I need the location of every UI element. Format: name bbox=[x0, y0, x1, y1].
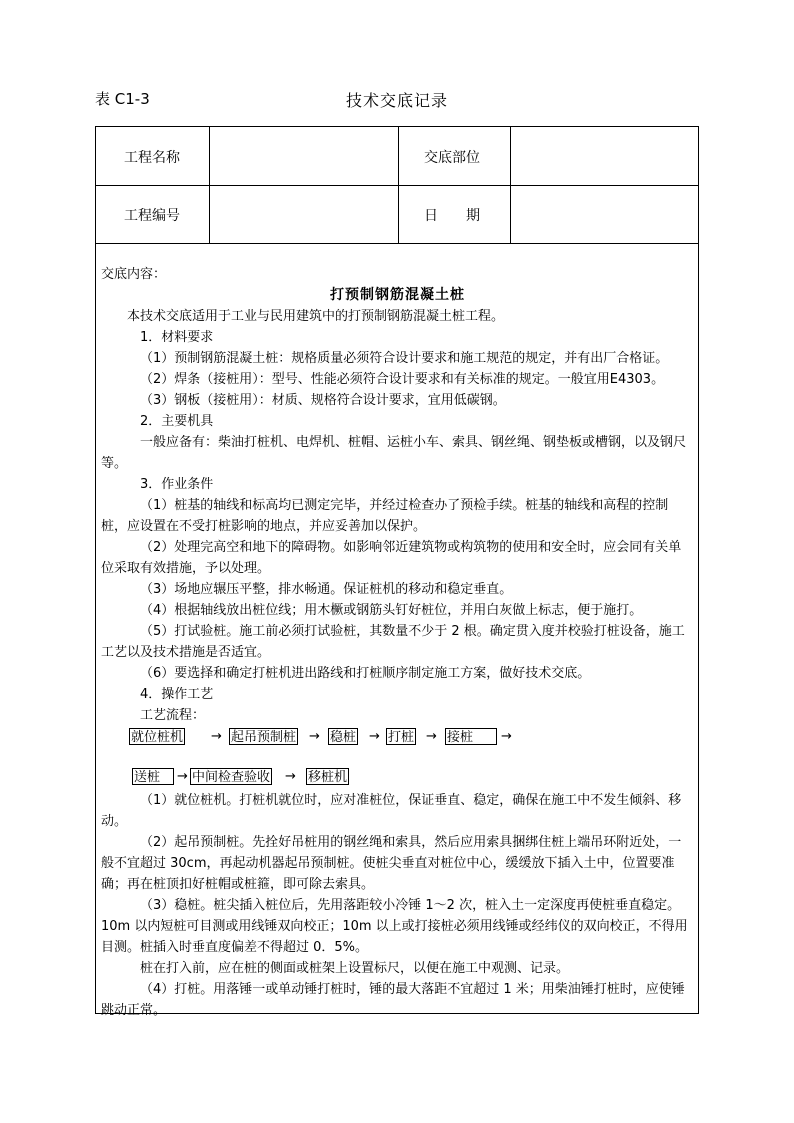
row-divider-2 bbox=[96, 243, 698, 244]
flow-step-moving-machine: 移桩机 bbox=[308, 770, 348, 785]
process-flow-row-2 bbox=[101, 767, 694, 790]
handover-part-label: 交底部位 bbox=[424, 150, 480, 166]
flow-label: 工艺流程： bbox=[140, 708, 206, 723]
project-name-label: 工程名称 bbox=[124, 150, 180, 166]
section-3-item-1: （1）桩基的轴线和标高均已测定完毕，并经过检查办了预检手续。桩基的轴线和高程的控制桩，应设置在不受打桩影响的地点，并应妥善加以保护。 bbox=[101, 498, 669, 534]
record-table bbox=[95, 126, 699, 1018]
section-3-item-5: （5）打试验桩。施工前必须打试验桩，其数量不少于 2 根。确定贯入度并校验打桩设备，施工工艺以及技术措施是否适宜。 bbox=[101, 624, 685, 660]
section-3-item-3: （3）场地应辗压平整，排水畅通。保证桩机的移动和稳定垂直。 bbox=[140, 582, 513, 597]
section-3-item-6: （6）要选择和确定打桩机进出路线和打桩顺序制定施工方案，做好技术交底。 bbox=[140, 666, 591, 681]
section-4-item-4: （4）打桩。用落锤一或单动锤打桩时，锤的最大落距不宜超过 1 米；用柴油锤打桩时，应使锤跳动正常。 bbox=[101, 982, 685, 1018]
flow-step-follow-driving: 送桩 bbox=[132, 768, 174, 785]
content-heading: 打预制钢筋混凝土桩 bbox=[330, 287, 465, 303]
handover-content bbox=[101, 264, 694, 1021]
section-4-item-3-note: 桩在打入前，应在桩的侧面或桩架上设置标尺，以便在施工中观测、记录。 bbox=[140, 961, 570, 976]
process-flow-row-1 bbox=[101, 727, 694, 750]
section-4-item-1: （1）就位桩机。打桩机就位时，应对准桩位，保证垂直、稳定，确保在施工中不发生倾斜、移动。 bbox=[101, 793, 682, 829]
section-1-item-1: （1）预制钢筋混凝土桩：规格质量必须符合设计要求和施工规范的规定，并有出厂合格证。 bbox=[140, 351, 669, 366]
flow-step-splicing: 接桩 bbox=[445, 728, 497, 745]
flow-arrow: → bbox=[369, 729, 380, 744]
row-divider-1 bbox=[96, 185, 698, 186]
section-2-title: 2．主要机具 bbox=[140, 414, 214, 429]
flow-arrow: → bbox=[426, 729, 437, 744]
content-label: 交底内容： bbox=[101, 267, 167, 282]
section-4-item-2: （2）起吊预制桩。先拴好吊桩用的钢丝绳和索具，然后应用索具捆绑住桩上端吊环附近处，一般不宜超过 30cm，再起动机器起吊预制桩。使桩尖垂直对桩位中心，缓缓放下插入土中，位置要准确；再在桩顶扣好桩帽或桩箍，即可除去索具。 bbox=[101, 835, 682, 892]
project-number-label: 工程编号 bbox=[124, 208, 180, 224]
col-divider-3 bbox=[510, 127, 511, 243]
section-3-item-2: （2）处理完高空和地下的障碍物。如影响邻近建筑物或构筑物的使用和安全时，应会同有关单位采取有效措施，予以处理。 bbox=[101, 540, 682, 576]
section-3-item-4: （4）根据轴线放出桩位线；用木橛或钢筋头钉好桩位，并用白灰做上标志，便于施打。 bbox=[140, 603, 643, 618]
flow-step-midway-inspection: 中间检查验收 bbox=[192, 770, 271, 785]
section-1-title: 1．材料要求 bbox=[140, 330, 214, 345]
flow-arrow: → bbox=[177, 769, 188, 784]
col-divider-2 bbox=[398, 127, 399, 243]
flow-arrow: → bbox=[309, 729, 320, 744]
form-number: 表 C1-3 bbox=[95, 90, 150, 108]
intro-paragraph: 本技术交底适用于工业与民用建筑中的打预制钢筋混凝土桩工程。 bbox=[127, 309, 505, 324]
flow-arrow: → bbox=[501, 729, 512, 744]
section-4-item-3: （3）稳桩。桩尖插入桩位后，先用落距较小冷锤 1～2 次，桩入土一定深度再使桩垂直稳定。10m 以内短桩可目测或用线锤双向校正；10m 以上或打接桩必须用线锤或经纬仪的双向校正，不得用目测。桩插入时垂直度偏差不得超过 0．5%。 bbox=[101, 898, 688, 955]
flow-step-stabilizing: 稳桩 bbox=[330, 730, 357, 745]
col-divider-1 bbox=[209, 127, 210, 243]
flow-step-positioning: 就位桩机 bbox=[131, 730, 184, 745]
flow-step-lifting: 起吊预制桩 bbox=[231, 730, 297, 745]
section-1-item-3: （3）钢板（接桩用）：材质、规格符合设计要求，宜用低碳钢。 bbox=[140, 393, 506, 408]
section-3-title: 3．作业条件 bbox=[140, 477, 214, 492]
date-label: 日 期 bbox=[424, 208, 480, 224]
flow-step-driving: 打桩 bbox=[388, 730, 415, 745]
section-1-item-2: （2）焊条（接桩用）：型号、性能必须符合设计要求和有关标准的规定。一般宜用E4303。 bbox=[140, 372, 665, 387]
section-2-item-1: 一般应备有：柴油打桩机、电焊机、桩帽、运桩小车、索具、钢丝绳、钢垫板或槽钢，以及钢尺等。 bbox=[101, 435, 687, 471]
flow-arrow: → bbox=[285, 769, 296, 784]
page-title: 技术交底记录 bbox=[345, 91, 448, 110]
flow-arrow: → bbox=[211, 729, 222, 744]
section-4-title: 4．操作工艺 bbox=[140, 687, 214, 702]
